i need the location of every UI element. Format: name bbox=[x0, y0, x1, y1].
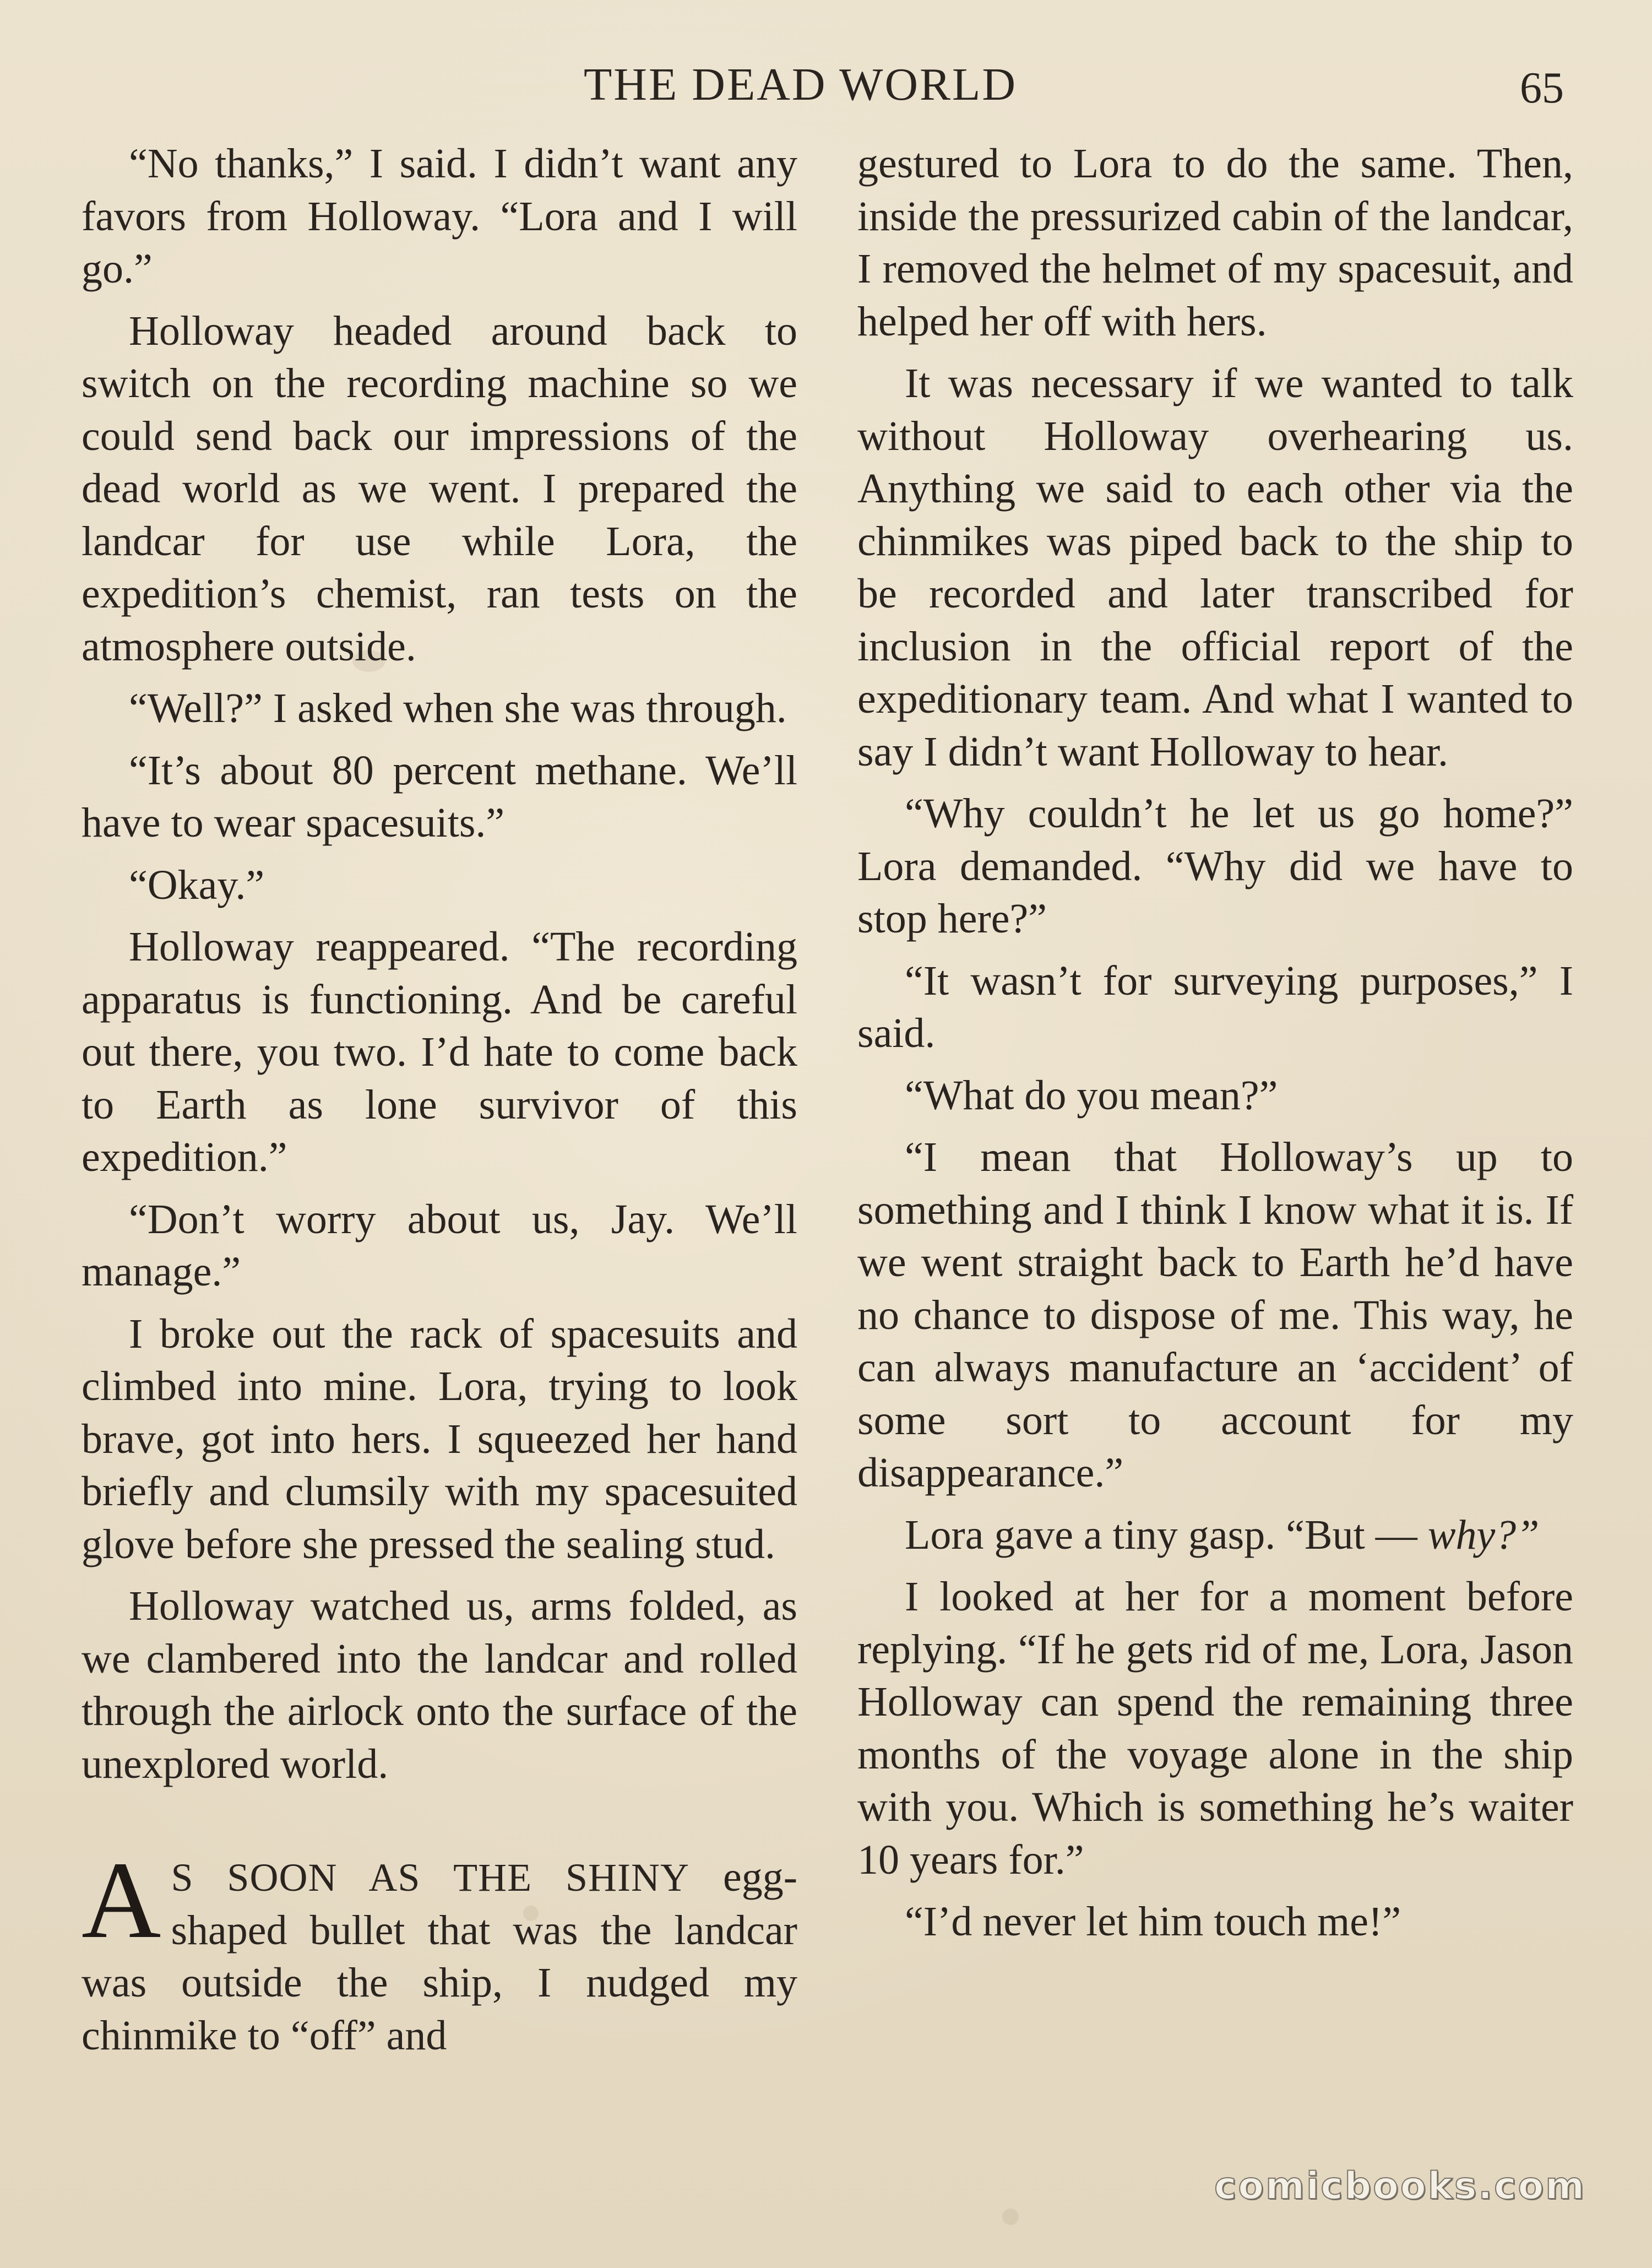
italic-text: why?” bbox=[1427, 1511, 1540, 1558]
paragraph: “Why couldn’t he let us go home?” Lora demanded. “Why did we have to stop here?” bbox=[857, 790, 1573, 942]
paragraph: “It wasn’t for surveying purposes,” I said. bbox=[857, 957, 1573, 1056]
paragraph: “It’s about 80 percent methane. We’ll have to wear spacesuits.” bbox=[81, 747, 797, 846]
paragraph: “Okay.” bbox=[129, 861, 265, 908]
watermark: comicbooks.com bbox=[1214, 2164, 1586, 2208]
section-opening-paragraph bbox=[81, 1840, 797, 2062]
running-title: THE DEAD WORLD bbox=[584, 59, 1018, 110]
drop-cap: A bbox=[81, 1840, 161, 1961]
paragraph: Holloway watched us, arms folded, as we clambered into the landcar and rolled through the airlock onto the surface of the unexplored world. bbox=[81, 1583, 797, 1787]
paragraph-continued: gestured to Lora to do the same. Then, inside the pressurized cabin of the landcar, I removed the helmet of my spacesuit, and helped her off with hers. bbox=[857, 140, 1573, 345]
paragraph: I looked at her for a moment before replying. “If he gets rid of me, Lora, Jason Holloway can spend the remaining three months of the voyage alone in the ship with you. Which is something he’s waiter 10 years for.” bbox=[857, 1574, 1573, 1883]
paragraph: “Don’t worry about us, Jay. We’ll manage.” bbox=[81, 1196, 797, 1295]
paragraph: Holloway headed around back to switch on the recording machine so we could send back our impressions of the dead world as we went. I prepared the landcar for use while Lora, the expedition’s chemist, ran tests on the atmosphere outside. bbox=[81, 307, 797, 670]
paragraph: “What do you mean?” bbox=[905, 1072, 1278, 1119]
paragraph: “No thanks,” I said. I didn’t want any favors from Holloway. “Lora and I will go.” bbox=[81, 140, 797, 292]
right-column bbox=[857, 138, 1573, 1958]
paragraph bbox=[857, 1509, 1573, 1562]
section-text: egg-shaped bullet that was the landcar was outside the ship, I nudged my chinmike to “off” and bbox=[81, 1854, 797, 2059]
paragraph: Holloway reappeared. “The recording apparatus is functioning. And be careful out there, you two. I’d hate to come back to Earth as lone survivor of this expedition.” bbox=[81, 924, 797, 1180]
paragraph: I broke out the rack of spacesuits and climbed into mine. Lora, trying to look brave, got into hers. I squeezed her hand briefly and clumsily with my spacesuited glove before she pressed the sealing stud. bbox=[81, 1310, 797, 1567]
paper-blemish bbox=[1002, 2209, 1019, 2225]
paragraph-text: Lora gave a tiny gasp. “But — bbox=[905, 1511, 1428, 1558]
page-header bbox=[0, 58, 1652, 118]
paragraph: “I mean that Holloway’s up to something and I think I know what it is. If we went straight back to Earth he’d have no chance to dispose of me. This way, he can always manufacture an ‘accident’ of some sort to account for my disappearance.” bbox=[857, 1134, 1573, 1496]
page-number: 65 bbox=[1520, 64, 1564, 112]
small-caps-lead: S SOON AS THE SHINY bbox=[171, 1855, 690, 1900]
paragraph: “Well?” I asked when she was through. bbox=[129, 685, 787, 731]
paragraph: “I’d never let him touch me!” bbox=[905, 1898, 1401, 1945]
paragraph: It was necessary if we wanted to talk without Holloway overhearing us. Anything we said to each other via the chinmikes was piped back to the ship to be recorded and later transcribed for inclusion in the official report of the expeditionary team. And what I wanted to say I didn’t want Holloway to hear. bbox=[857, 360, 1573, 775]
left-column bbox=[81, 138, 797, 2071]
